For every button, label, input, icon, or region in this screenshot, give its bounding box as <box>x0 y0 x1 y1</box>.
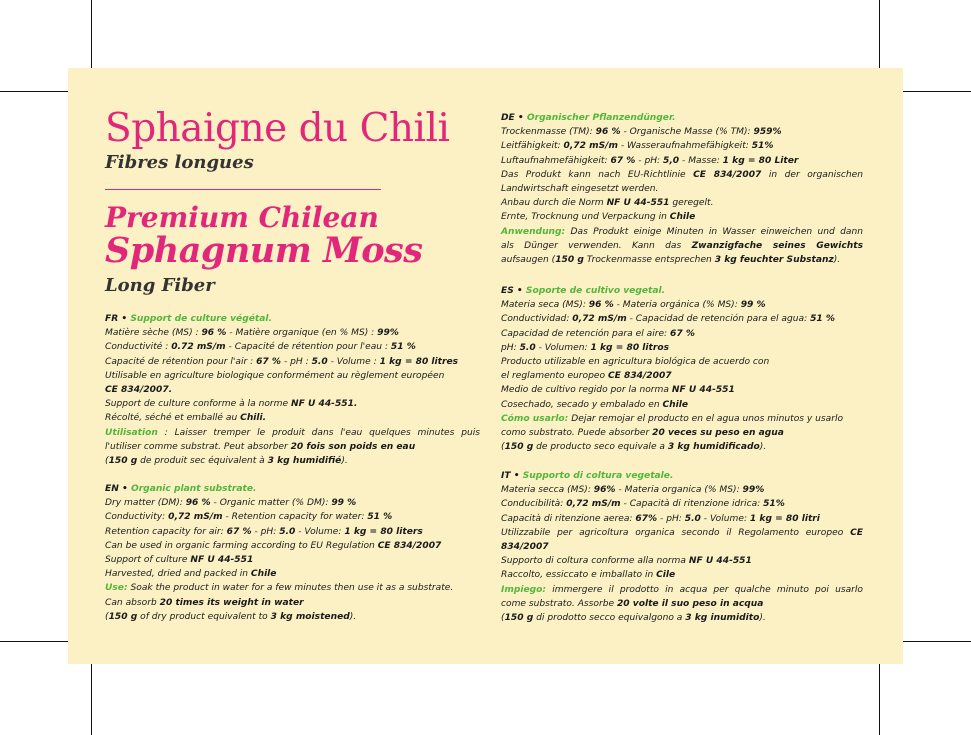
label-text-line: (150 g de produit sec équivalent à 3 kg humidifié). <box>105 456 348 467</box>
section-en <box>105 482 480 624</box>
crop-mark <box>91 0 92 68</box>
label-text-line: Can be used in organic farming according to EU Regulation CE 834/2007 <box>105 540 442 551</box>
section-es <box>501 284 863 454</box>
label-text-line: Capacité de rétention pour l'air : 67 % - pH : 5.0 - Volume : 1 kg = 80 litres <box>105 356 459 367</box>
label-text-line: Anwendung: Das Produkt einige Minuten in Wasser einweichen und dann <box>501 226 863 237</box>
label-text-line: Cómo usarlo: Dejar remojar el producto en el agua unos minutos y usarlo <box>501 413 844 424</box>
label-text-line: l'utiliser comme substrat. Peut absorber 20 fois son poids en eau <box>105 441 416 452</box>
crop-mark <box>903 641 971 642</box>
label-text-line: Use: Soak the product in water for a few minutes then use it as a substrate. <box>105 583 454 594</box>
label-text-line: aufsaugen (150 g Trockenmasse entsprechen 3 kg feuchter Substanz). <box>501 255 841 266</box>
label-text-line: Support of culture NF U 44-551 <box>105 555 254 566</box>
label-text-line: (150 g de producto seco equivale a 3 kg humidificado). <box>501 442 767 453</box>
section-heading: DE • Organischer Pflanzendünger. <box>501 113 676 123</box>
label-text-line: Anbau durch die Norm NF U 44-551 geregelt. <box>501 198 714 209</box>
label-text-line: Harvested, dried and packed in Chile <box>105 569 277 580</box>
label-text-line: Récolté, séché et emballé au Chili. <box>105 413 267 424</box>
crop-mark <box>879 664 880 735</box>
label-text-line: Trockenmasse (TM): 96 % - Organische Masse (% TM): 959% <box>501 127 782 138</box>
label-text-line: Materia secca (MS): 96% - Materia organica (% MS): 99% <box>501 485 765 496</box>
label-text-line: Landwirtschaft eingesetzt werden. <box>501 184 659 195</box>
crop-mark <box>0 91 68 92</box>
label-text-line: Das Produkt kann nach EU-Richtlinie CE 834/2007 in der organischen <box>501 169 863 180</box>
label-text-line: Conducibilità: 0,72 mS/m - Capacità di ritenzione idrica: 51% <box>501 499 785 510</box>
label-text-line: Supporto di coltura conforme alla norma NF U 44-551 <box>501 556 752 567</box>
title-divider <box>105 189 381 190</box>
section-heading: FR • Support de culture végétal. <box>105 314 272 324</box>
section-heading: EN • Organic plant substrate. <box>105 484 257 494</box>
crop-mark <box>879 0 880 68</box>
section-heading: IT • Supporto di coltura vegetale. <box>501 471 674 481</box>
label-text-line: Materia seca (MS): 96 % - Materia orgánica (% MS): 99 % <box>501 300 766 311</box>
label-text-line: Leitfähigkeit: 0,72 mS/m - Wasseraufnahmefähigkeit: 51% <box>501 141 774 152</box>
section-heading: ES • Soporte de cultivo vegetal. <box>501 286 666 296</box>
section-de <box>501 111 863 267</box>
section-it <box>501 469 863 625</box>
crop-mark <box>903 91 971 92</box>
product-label <box>68 68 903 664</box>
label-text-line: Capacidad de retención para el aire: 67 % <box>501 328 695 339</box>
label-text-line: como substrato. Puede absorber 20 veces su peso en agua <box>501 428 784 439</box>
label-text-line: CE 834/2007. <box>105 385 173 396</box>
label-text-line: Utilizzabile per agricoltura organica secondo il Regolamento europeo CE <box>501 527 863 538</box>
title-english-line1: Premium Chilean <box>105 201 379 234</box>
label-text-line: Conductividad: 0,72 mS/m - Capacidad de retención para el agua: 51 % <box>501 314 835 325</box>
label-text-line: Can absorb 20 times its weight in water <box>105 597 304 608</box>
label-text-line: pH: 5.0 - Volumen: 1 kg = 80 litros <box>501 342 670 353</box>
label-text-line: Raccolto, essiccato e imballato in Cile <box>501 570 676 581</box>
label-text-line: Utilisable en agriculture biologique conformément au règlement européen <box>105 370 445 381</box>
label-text-line: als Dünger verwenden. Kann das Zwanzigfache seines Gewichts <box>501 240 864 251</box>
subtitle-french: Fibres longues <box>105 152 254 173</box>
label-text-line: Utilisation : Laisser tremper le produit dans l'eau quelques minutes puis <box>105 427 480 438</box>
crop-mark <box>91 664 92 735</box>
title-french: Sphaigne du Chili <box>105 106 450 151</box>
label-text-line: Retention capacity for air: 67 % - pH: 5.0 - Volume: 1 kg = 80 liters <box>105 526 423 537</box>
subtitle-english: Long Fiber <box>105 275 215 296</box>
label-text-line: 834/2007 <box>501 542 549 553</box>
label-text-line: Capacità di ritenzione aerea: 67% - pH: 5.0 - Volume: 1 kg = 80 litri <box>501 513 820 524</box>
label-text-line: Conductivité : 0.72 mS/m - Capacité de rétention pour l'eau : 51 % <box>105 342 416 353</box>
label-text-line: Ernte, Trocknung und Verpackung in Chile <box>501 212 696 223</box>
label-text-line: el reglamento europeo CE 834/2007 <box>501 371 672 382</box>
title-english-line2: Sphagnum Moss <box>105 230 423 271</box>
label-text-line: Producto utilizable en agricultura biológica de acuerdo con <box>501 357 770 368</box>
crop-mark <box>0 641 68 642</box>
label-text-line: Cosechado, secado y embalado en Chile <box>501 399 689 410</box>
label-text-line: Support de culture conforme à la norme NF U 44-551. <box>105 399 358 410</box>
label-text-line: Conductivity: 0,72 mS/m - Retention capacity for water: 51 % <box>105 512 393 523</box>
section-fr <box>105 312 480 468</box>
label-text-line: Luftaufnahmefähigkeit: 67 % - pH: 5,0 - Masse: 1 kg = 80 Liter <box>501 155 799 166</box>
label-text-line: Medio de cultivo regido por la norma NF U 44-551 <box>501 385 735 396</box>
label-text-line: Matière sèche (MS) : 96 % - Matière organique (en % MS) : 99% <box>105 328 399 339</box>
label-text-line: (150 g of dry product equivalent to 3 kg moistened). <box>105 611 357 622</box>
label-text-line: Dry matter (DM): 96 % - Organic matter (% DM): 99 % <box>105 498 357 509</box>
label-text-line: come substrato. Assorbe 20 volte il suo peso in acqua <box>501 598 764 609</box>
label-text-line: (150 g di prodotto secco equivalgono a 3 kg inumidito). <box>501 613 766 624</box>
label-text-line: Impiego: immergere il prodotto in acqua per qualche minuto poi usarlo <box>501 584 863 595</box>
